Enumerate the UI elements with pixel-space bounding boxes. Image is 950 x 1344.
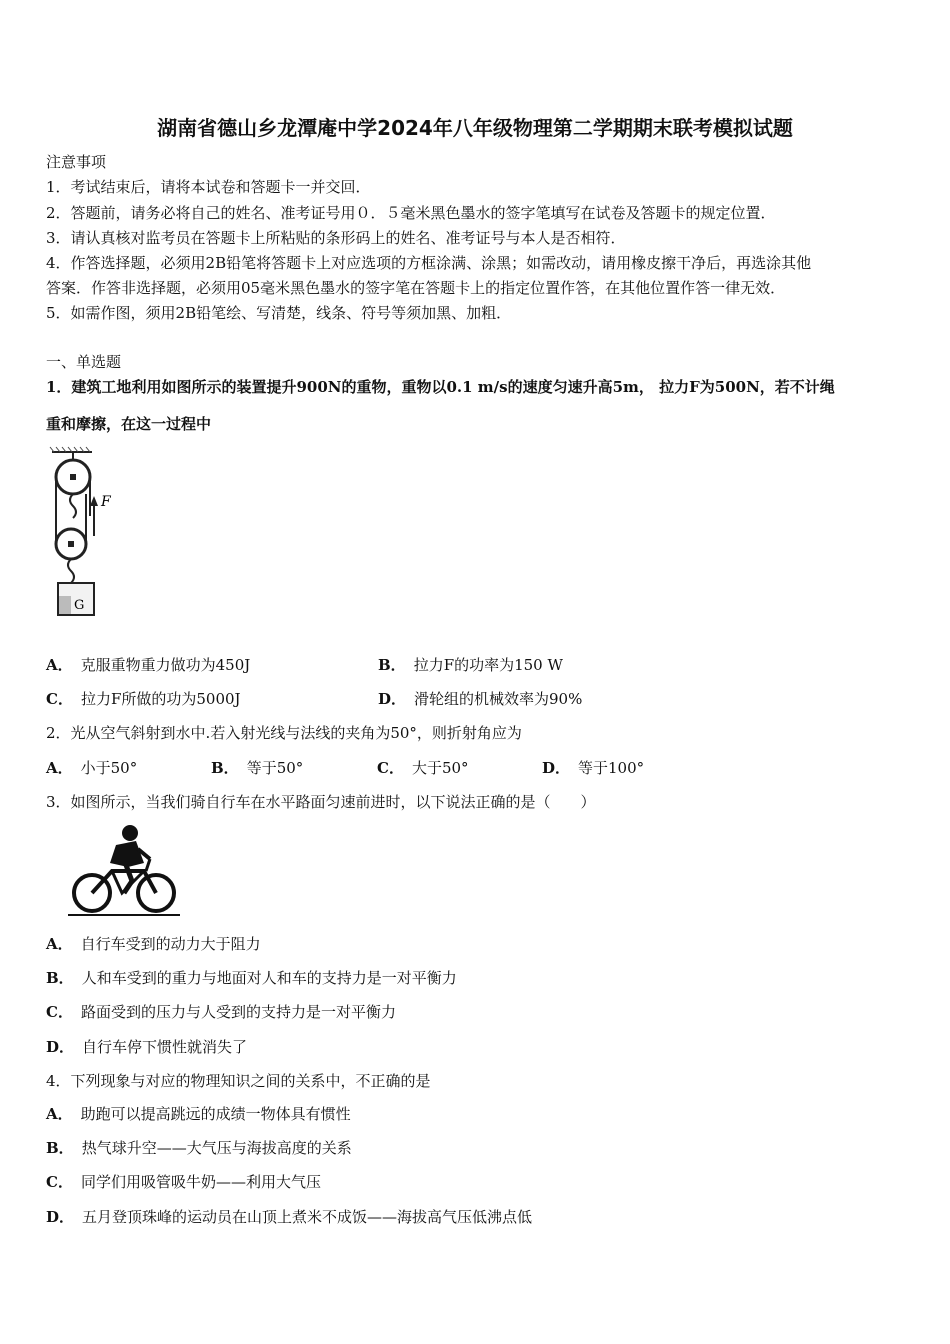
q2-option-d[interactable]: D． 等于100° [542,759,645,777]
q3-option-c[interactable]: C． 路面受到的压力与人受到的支持力是一对平衡力 [46,1003,396,1021]
q4-option-c[interactable]: C． 同学们用吸管吸牛奶——利用大气压 [46,1173,321,1191]
notice-heading: 注意事项 [46,153,107,171]
q3-option-b[interactable]: B． 人和车受到的重力与地面对人和车的支持力是一对平衡力 [46,969,457,987]
cyclist-figure [66,823,182,919]
arrow-up-icon [90,496,98,506]
notice-item: 3．请认真核对监考员在答题卡上所粘贴的条形码上的姓名、准考证号与本人是否相符． [46,229,626,247]
notice-item: 2．答题前，请务必将自己的姓名、准考证号用０．５毫米黑色墨水的签字笔填写在试卷及答题卡的规定位置． [46,204,776,222]
page-title: 湖南省德山乡龙潭庵中学2024年八年级物理第二学期期末联考模拟试题 [157,116,793,140]
q4-option-a[interactable]: A． 助跑可以提高跳远的成绩一物体具有惯性 [46,1105,351,1123]
q2-option-a[interactable]: A． 小于50° [46,759,138,777]
q1-option-a[interactable]: A． 克服重物重力做功为450J [46,656,251,674]
q3-stem: 3．如图所示，当我们骑自行车在水平路面匀速前进时，以下说法正确的是（ ） [46,793,596,811]
q3-option-d[interactable]: D． 自行车停下惯性就消失了 [46,1038,248,1056]
notice-item: 5．如需作图，须用2B铅笔绘、写清楚，线条、符号等须加黑、加粗． [46,304,512,322]
force-label: F [101,494,111,510]
q1-option-c[interactable]: C． 拉力F所做的功为5000J [46,690,241,708]
q1-stem-line1: 1．建筑工地利用如图所示的装置提升900N的重物，重物以0.1 m/s的速度匀速升高5m， 拉力F为500N，若不计绳 [46,378,835,396]
q1-option-b[interactable]: B． 拉力F的功率为150 W [378,656,563,674]
notice-item: 1．考试结束后，请将本试卷和答题卡一并交回． [46,178,371,196]
q4-stem: 4．下列现象与对应的物理知识之间的关系中，不正确的是 [46,1072,431,1090]
q1-option-d[interactable]: D． 滑轮组的机械效率为90% [378,690,583,708]
q2-option-c[interactable]: C． 大于50° [377,759,469,777]
notice-item: 4．作答选择题，必须用2B铅笔将答题卡上对应选项的方框涂满、涂黑；如需改动，请用橡皮擦干净后，再选涂其他 [46,254,812,272]
q2-option-b[interactable]: B． 等于50° [211,759,304,777]
q4-option-b[interactable]: B． 热气球升空——大气压与海拔高度的关系 [46,1139,352,1157]
q1-stem-line2: 重和摩擦，在这一过程中 [46,415,212,433]
pulley-figure [46,446,126,621]
notice-item: 答案．作答非选择题，必须用05毫米黑色墨水的签字笔在答题卡上的指定位置作答，在其他位置作答一律无效． [46,279,786,297]
weight-label: G [74,598,85,613]
q3-option-a[interactable]: A． 自行车受到的动力大于阻力 [46,935,261,953]
section-heading: 一、单选题 [46,353,122,371]
q2-stem: 2．光从空气斜射到水中.若入射光线与法线的夹角为50°，则折射角应为 [46,724,522,742]
q4-option-d[interactable]: D． 五月登顶珠峰的运动员在山顶上煮米不成饭——海拔高气压低沸点低 [46,1208,533,1226]
